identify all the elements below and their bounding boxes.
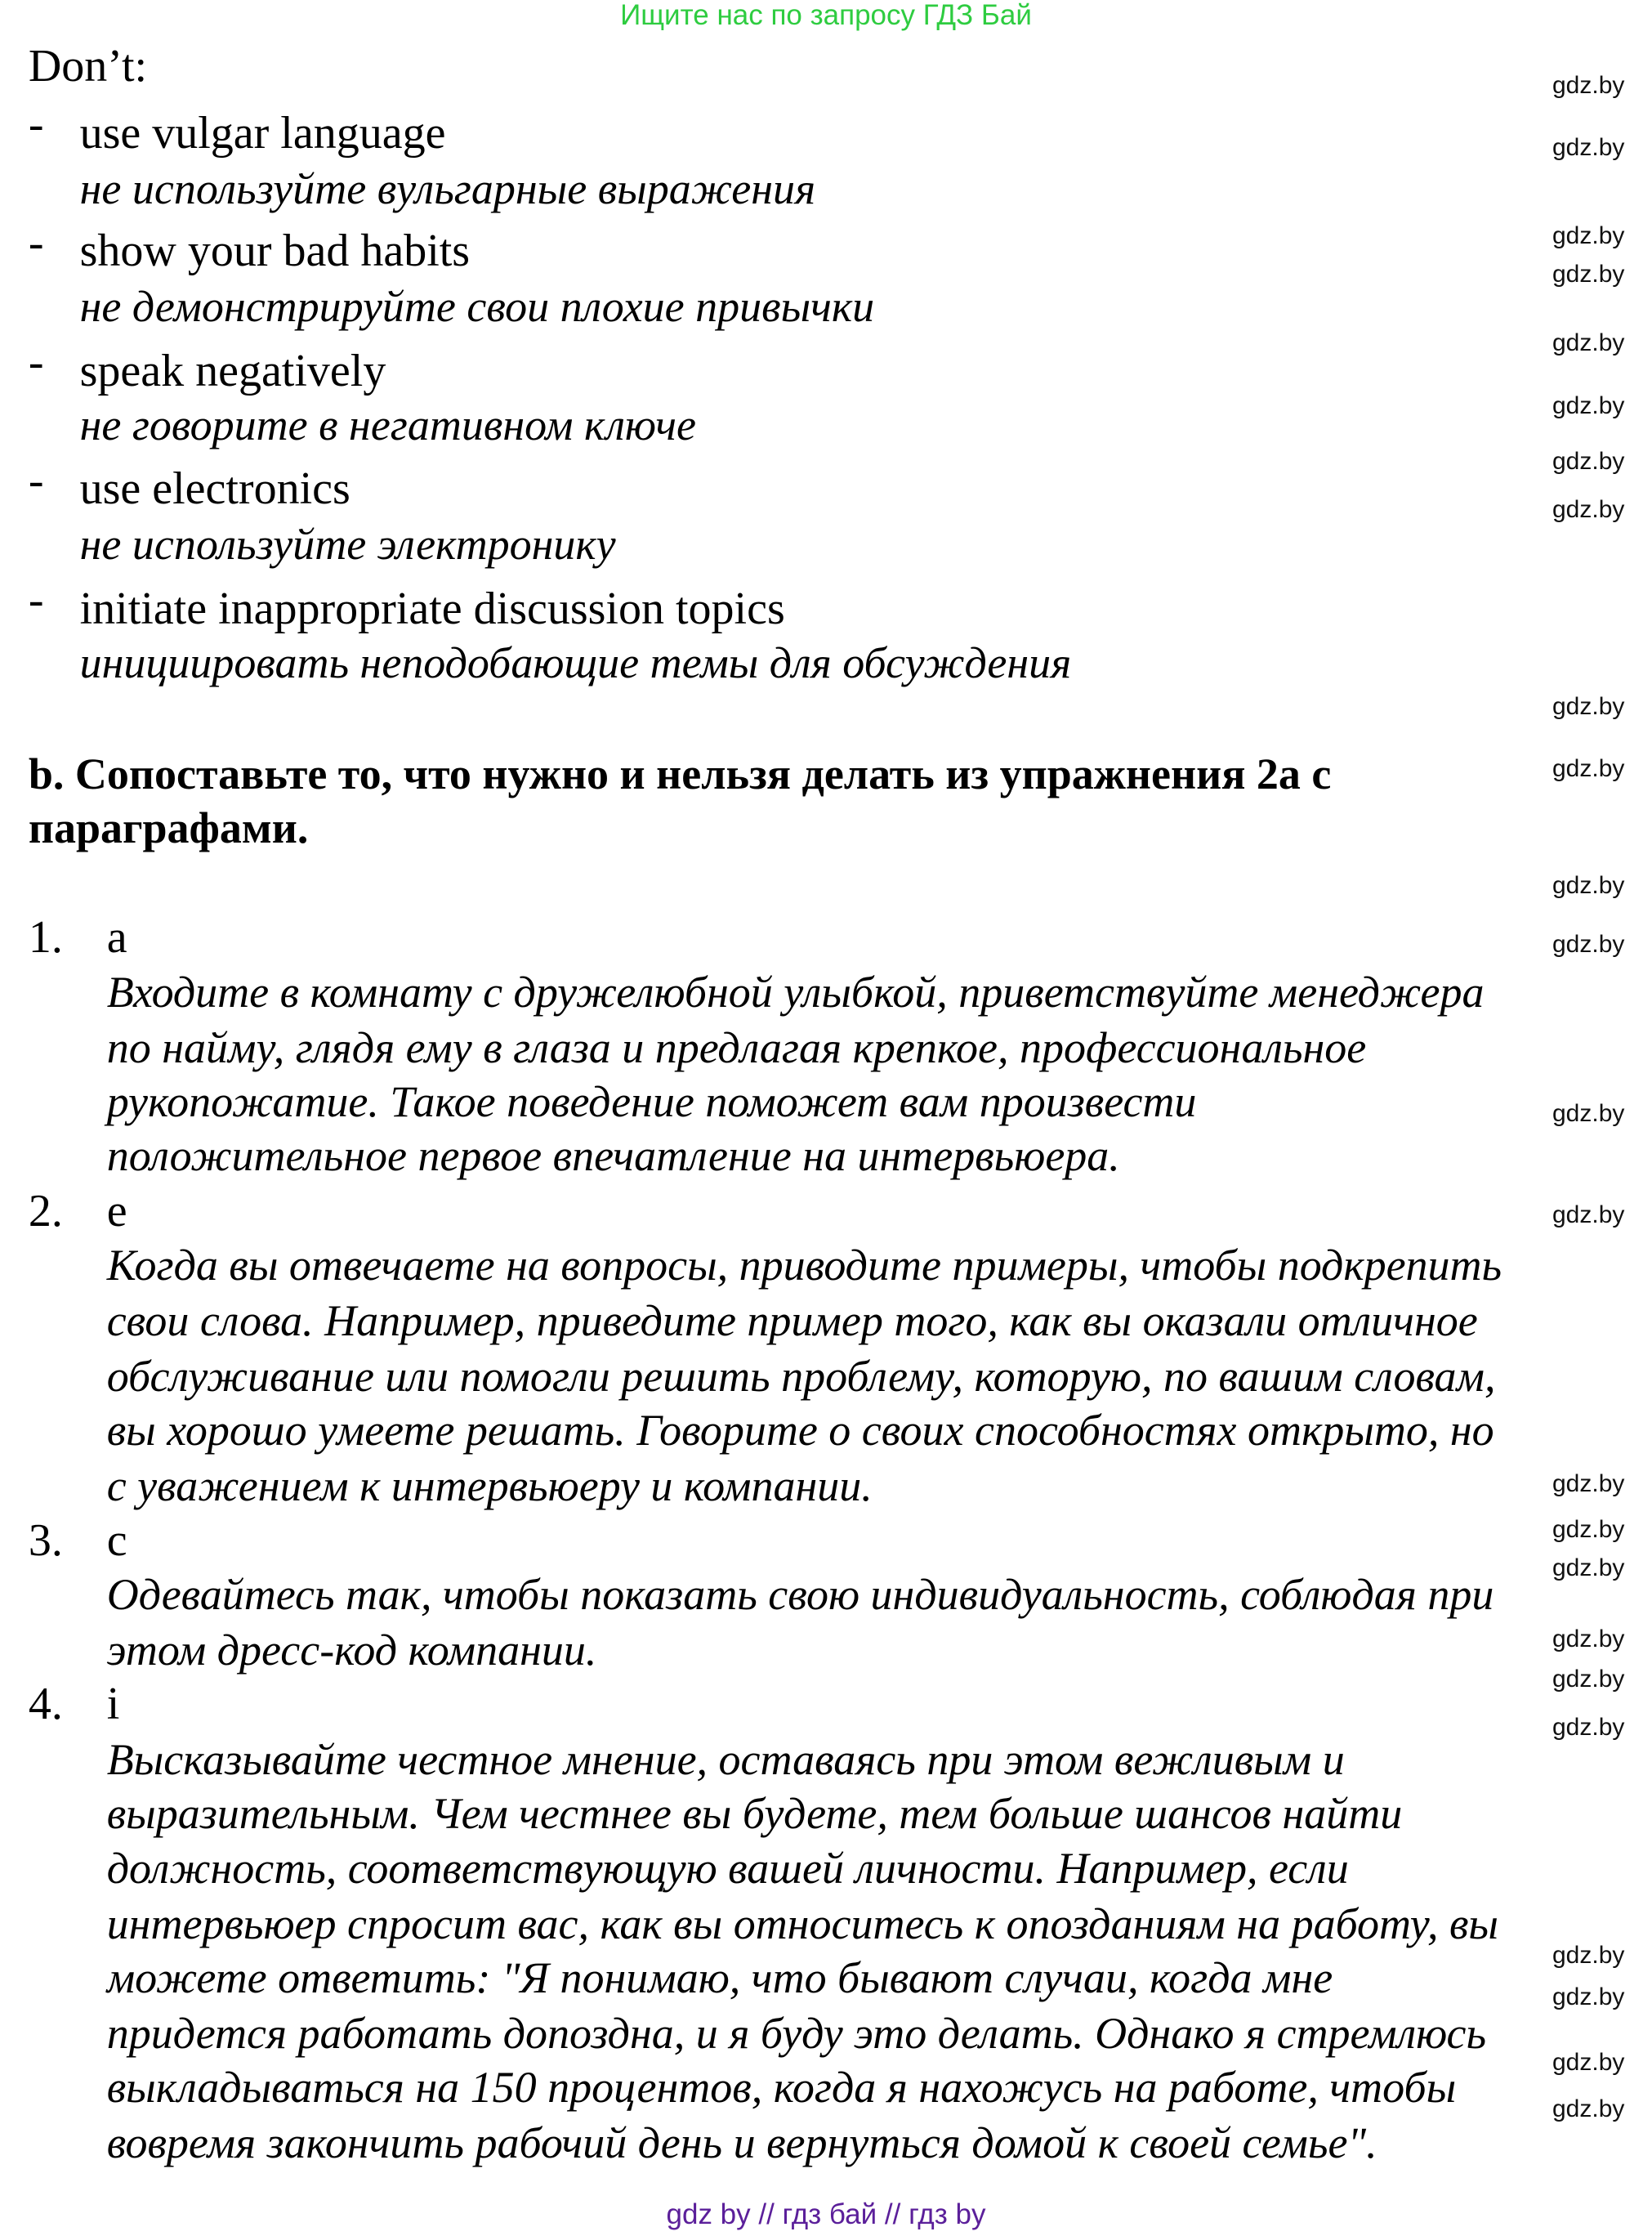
answer-text-line: вы хорошо умеете решать. Говорите о своих способностях открыто, но [106,1406,1494,1456]
watermark: gdz.by [1552,1100,1625,1128]
task-heading: b. Сопоставьте то, что нужно и нельзя делать из упражнения 2a с [28,749,1332,798]
answer-text-line: Входите в комнату с дружелюбной улыбкой, приветствуйте менеджера [106,967,1485,1017]
dont-item-english: use electronics [79,463,350,515]
answer-number: 2. [28,1186,63,1237]
answer-text-line: Одевайтесь так, чтобы показать свою индивидуальность, соблюдая при [106,1569,1494,1619]
answer-text-line: положительное первое впечатление на интервьюера. [106,1131,1120,1181]
answer-text-line: Когда вы отвечаете на вопросы, приводите примеры, чтобы подкрепить [106,1241,1502,1290]
list-dash: - [28,575,44,626]
answer-text-line: рукопожатие. Такое поведение поможет вам произвести [106,1076,1197,1126]
dont-item-russian: не используйте вульгарные выражения [79,163,816,213]
watermark: gdz.by [1552,391,1625,419]
answer-text-line: вовремя закончить рабочий день и вернуться домой к своей семье". [106,2117,1377,2167]
watermark: gdz.by [1552,1201,1625,1228]
answer-text-line: Высказывайте честное мнение, оставаясь при этом вежливым и [106,1735,1345,1785]
list-dash: - [28,217,44,268]
answer-text-line: обслуживание или помогли решить проблему, которую, по вашим словам, [106,1352,1496,1402]
watermark: gdz.by [1552,1470,1625,1498]
watermark: gdz.by [1552,329,1625,357]
watermark: gdz.by [1552,1665,1625,1693]
answer-letter: a [106,912,127,964]
dont-item-english: show your bad habits [79,226,471,277]
watermark: gdz.by [1552,930,1625,958]
watermark: gdz.by [1552,755,1625,783]
list-dash: - [28,454,44,506]
task-heading: параграфами. [28,803,309,853]
footer-links: gdz by // гдз бай // гдз by [666,2198,986,2230]
watermark: gdz.by [1552,1626,1625,1653]
list-dash: - [28,337,44,388]
dont-item-russian: не используйте электронику [79,520,616,570]
watermark: gdz.by [1552,692,1625,720]
answer-text-line: с уважением к интервьюеру и компании. [106,1461,873,1511]
search-hint-banner: Ищите нас по запросу ГДЗ Бай [620,0,1032,31]
answer-number: 1. [28,912,63,964]
watermark: gdz.by [1552,447,1625,475]
answer-text-line: по найму, глядя ему в глаза и предлагая крепкое, профессиональное [106,1022,1367,1072]
list-dash: - [28,99,44,150]
answer-text-line: должность, соответствующую вашей личности. Например, если [106,1843,1349,1893]
watermark: gdz.by [1552,134,1625,162]
donts-title: Don’t: [28,40,148,92]
dont-item-russian: не демонстрируйте свои плохие привычки [79,282,875,332]
dont-item-english: use vulgar language [79,107,446,159]
answer-text-line: можете ответить: "Я понимаю, что бывают случаи, когда мне [106,1952,1333,2002]
dont-item-russian: инициировать неподобающие темы для обсуждения [79,637,1072,687]
watermark: gdz.by [1552,222,1625,250]
dont-item-russian: не говорите в негативном ключе [79,400,696,449]
answer-letter: e [106,1186,127,1237]
answer-text-line: выразительным. Чем честнее вы будете, тем больше шансов найти [106,1789,1403,1839]
watermark: gdz.by [1552,2095,1625,2123]
watermark: gdz.by [1552,1515,1625,1543]
answer-text-line: свои слова. Например, приведите пример того, как вы оказали отличное [106,1296,1478,1346]
dont-item-english: speak negatively [79,345,386,396]
watermark: gdz.by [1552,261,1625,288]
answer-text-line: выкладываться на 150 процентов, когда я нахожусь на работе, чтобы [106,2062,1457,2112]
watermark: gdz.by [1552,1554,1625,1582]
answer-text-line: интервьюер спросит вас, как вы относитесь к опозданиям на работу, вы [106,1898,1498,1948]
watermark: gdz.by [1552,872,1625,900]
answer-letter: c [106,1514,127,1566]
watermark: gdz.by [1552,495,1625,523]
watermark: gdz.by [1552,1983,1625,2010]
answer-number: 4. [28,1679,63,1730]
watermark: gdz.by [1552,2048,1625,2076]
answer-number: 3. [28,1514,63,1566]
dont-item-english: initiate inappropriate discussion topics [79,583,785,634]
watermark: gdz.by [1552,1942,1625,1970]
answer-text-line: этом дресс-код компании. [106,1625,597,1675]
answer-text-line: придется работать допоздна, и я буду это делать. Однако я стремлюсь [106,2008,1487,2058]
watermark: gdz.by [1552,71,1625,99]
watermark: gdz.by [1552,1714,1625,1742]
answer-letter: i [106,1679,120,1730]
